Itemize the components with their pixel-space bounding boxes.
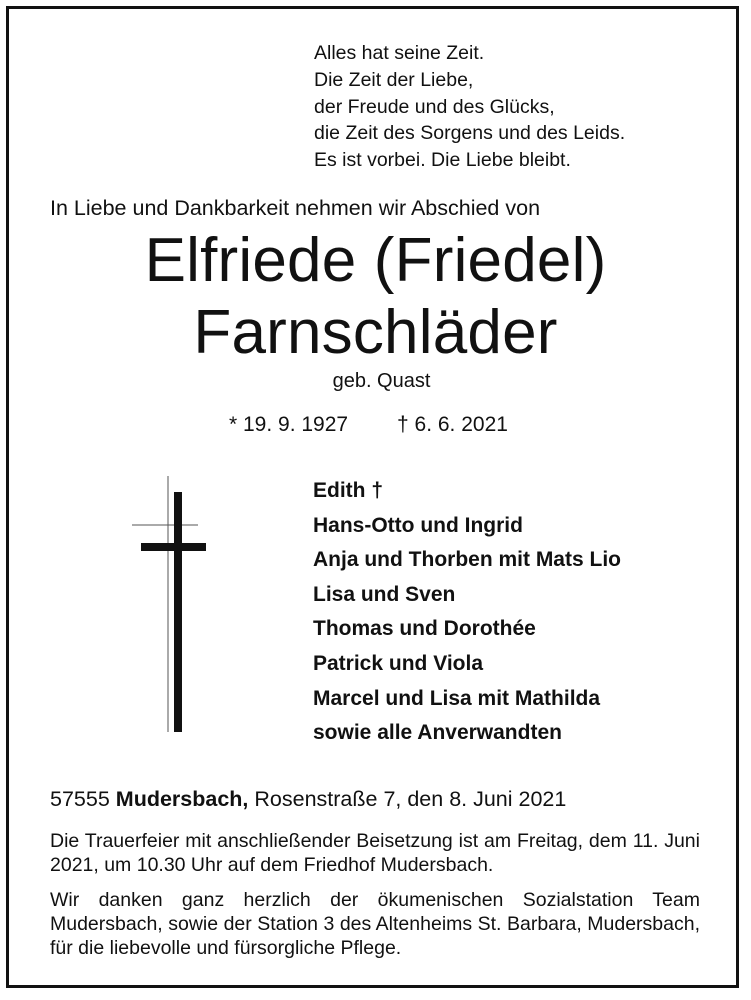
mourner-line: Marcel und Lisa mit Mathilda (313, 686, 601, 710)
place-date-line (50, 787, 566, 812)
poem-line: Alles hat seine Zeit. (314, 42, 485, 64)
postcode: 57555 (50, 787, 110, 811)
intro-text: In Liebe und Dankbarkeit nehmen wir Abschied von (50, 196, 541, 220)
mourner-line: Hans-Otto und Ingrid (313, 513, 523, 537)
death-date: † 6. 6. 2021 (397, 413, 508, 436)
mourner-line: sowie alle Anverwandten (313, 721, 562, 745)
cross-icon (130, 470, 220, 740)
town: Mudersbach, (115, 787, 249, 811)
birth-date: * 19. 9. 1927 (229, 413, 349, 436)
mourner-line: Edith † (313, 479, 384, 502)
thanks-notice: Wir danken ganz herzlich der ökumenischen Sozialstation Team Mudersbach, sowie der Station 3 des Altenheims St. Barbara, Mudersbach, für die liebevolle und fürsorgliche Pflege. (50, 889, 700, 959)
deceased-last-name: Farnschläder (193, 298, 558, 367)
mourners-list (313, 474, 621, 751)
mourner-line: Lisa und Sven (313, 582, 456, 606)
maiden-name: geb. Quast (332, 370, 431, 392)
poem-line: der Freude und des Glücks, (314, 95, 555, 118)
poem-line: Es ist vorbei. Die Liebe bleibt. (314, 149, 571, 172)
poem-line: Die Zeit der Liebe, (314, 68, 474, 91)
mourner-line: Anja und Thorben mit Mats Lio (313, 548, 621, 572)
mourner-line: Thomas und Dorothée (313, 617, 536, 641)
funeral-notice: Die Trauerfeier mit anschließender Beisetzung ist am Freitag, dem 11. Juni 2021, um 10.30 Uhr auf dem Friedhof Mudersbach. (50, 830, 700, 876)
mourner-line: Patrick und Viola (313, 651, 483, 675)
deceased-first-name: Elfriede (Friedel) (144, 226, 607, 295)
poem (314, 40, 625, 174)
address-date: Rosenstraße 7, den 8. Juni 2021 (254, 787, 567, 811)
poem-line: die Zeit des Sorgens und des Leids. (314, 122, 626, 145)
